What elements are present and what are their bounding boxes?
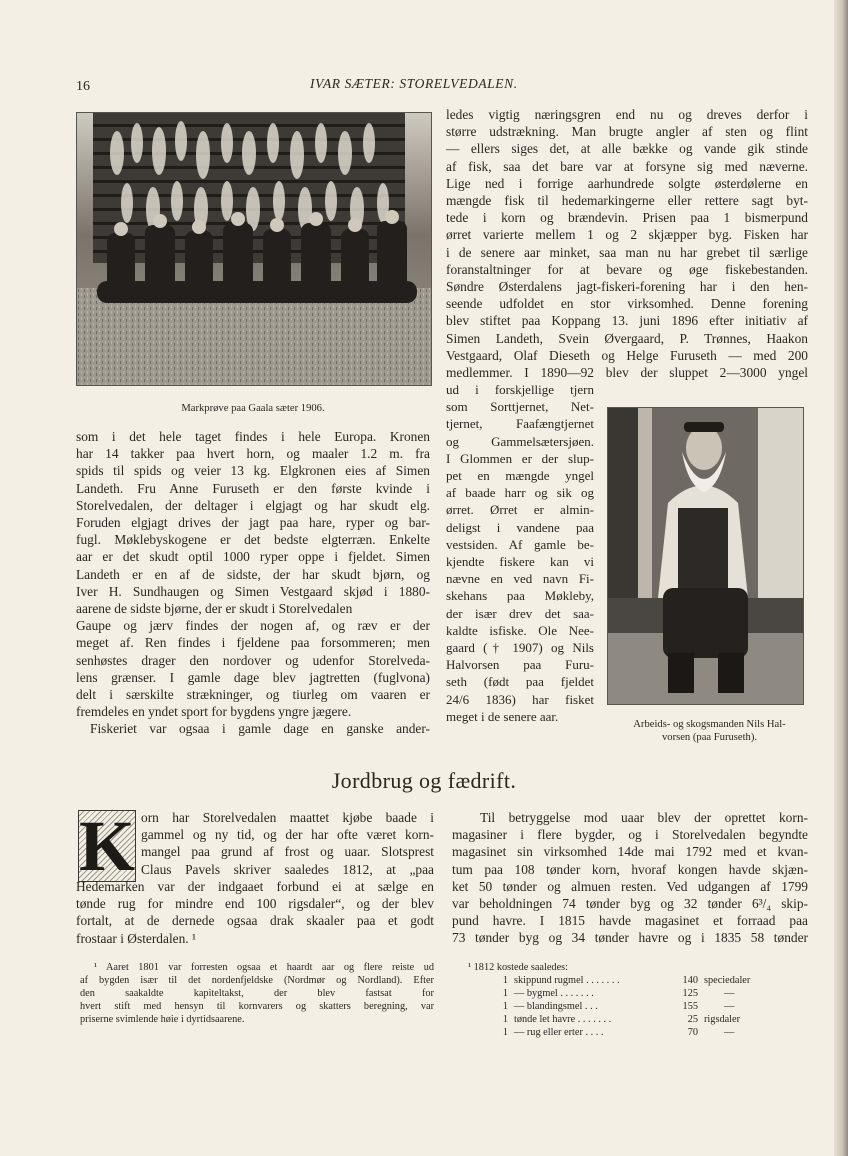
text-line: Landeth er en af de sidste, der har skudt bjørn, og [76,566,430,582]
text-line: i de senere aar minket, saa man nu har grebet til særlige [446,244,808,260]
running-title: IVAR SÆTER: STORELVEDALEN. [310,76,518,91]
section-title: Jordbrug og fædrift. [331,768,517,793]
text-line: var beholdningen 74 tønder byg og 32 tønder 6³/₄ skip- [452,896,808,912]
figure1-caption: Markprøve paa Gaala sæter 1906. [181,403,325,414]
page-edge-shadow [834,0,848,1156]
footnote-line: hvert stift med hensyn til kornvarers og skatters beregning, var [80,1001,434,1012]
price-value: 140 [682,975,698,986]
price-unit: speciedaler [704,975,751,986]
text-line: Lige ned i forrige aarhundrede solgte østerdølerne en [446,175,808,191]
text-line: som i det hele taget findes i hele Europa. Kronen [76,429,430,444]
right-narrow-text [446,381,594,725]
dropcap-ornament [78,806,136,886]
price-item: tønde let havre . . . . . . . [514,1014,612,1025]
portrait-photo [607,407,804,705]
bottom-left-text [76,878,434,947]
text-line: Simen Landeth, Svein Øvergaard, P. Trønnes, Haakon [446,330,808,346]
price-qty: 1 [502,1027,508,1038]
bottom-right-text [452,809,808,947]
text-line: gammel og ny tid, og der har ofte været korn- [141,827,434,843]
text-line: ket 50 tønder og almuen resten. Ved udgangen af 1799 [452,878,808,894]
price-item: — bygmel . . . . . . . [514,988,594,999]
text-line: har 14 takker paa hvert horn, og maaler 1.2 m. fra [76,446,430,462]
price-value: 25 [687,1014,698,1025]
text-line: foranstaltninger for at bevare og øge fiskebestanden. [446,261,808,277]
price-qty: 1 [502,1001,508,1012]
footnote-line: ¹ Aaret 1801 var forresten ogsaa et haardt aar og flere reiste ud [94,962,434,973]
text-line: Halvorsen paa Furu- [446,657,594,673]
text-line: 24/6 1836) har fisket [446,691,594,707]
text-line: magasiner i flere bygder, og i Storelvedalen begyndte [452,827,808,843]
price-value: 125 [682,988,698,999]
hunting-group-illustration [77,113,431,385]
text-line: 73 tønder byg og 34 tønder havre og i 1835 58 tønder [452,930,808,946]
caption-line: vorsen (paa Furuseth). [661,732,758,743]
text-line: magasinet sin virksomhed 14de mai 1792 med et kvan- [452,844,808,860]
text-line: lens grænser. I gamle dage blev jagtretten (fuglvona) [76,669,430,685]
price-value: 70 [687,1027,698,1038]
text-line: fremdeles en yndet sport for bygdens yngre jægere. [76,704,352,720]
text-line: Til betryggelse mod uaar blev der oprettet korn- [480,810,808,825]
price-qty: 1 [502,975,508,986]
price-row [468,1013,768,1026]
footnote-left [80,961,434,1026]
text-line: Storelvedalen, der deltager i elgjagt og har skudt elg. [76,497,430,513]
text-line: større udstrækning. Man brugte angler af sten og flint [446,124,808,140]
text-line: ud i forskjellige tjern [446,382,594,397]
text-line: nævne en ved navn Fi- [446,571,594,587]
text-line: blev stiftet paa Koppang 13. juni 1896 efter initiativ af [446,313,808,329]
text-line: tum paa 108 tønder korn, hvoraf kongen havde skjæn- [452,861,808,877]
text-line: spids til spids og veier 13 kg. Elgkronen eies af Simen [76,463,430,479]
caption-line: Arbeids- og skogsmanden Nils Hal- [633,719,786,730]
text-line: Søndre Østerdalens jagt-fiskeri-forening har i den hen- [446,279,808,295]
text-line: Gaupe og jærv findes der nogen af, og ræv er der [76,618,430,634]
hunting-group-photo [76,112,432,386]
dropcap-letter: K [79,806,136,886]
text-line: — ellers siges det, at alle bække og vande gik stinde [446,141,808,157]
text-line: ørret varierte mellem 1 og 2 skjæpper byg. Fisken har [446,227,808,243]
text-line: Foruden elgjagt drives der jagt paa hare, ryper og bar- [76,515,430,531]
price-qty: 1 [502,988,508,999]
right-column-text [446,106,808,381]
text-line: fugl. Møklebyskogene er det bedste elgterræn. Enkelte [76,532,430,548]
text-line: vestsiden. Af gamle be- [446,536,594,552]
text-line: delt i særskilte strækninger, og tiurleg om vaaren er [76,687,430,703]
text-line: der især drev det saa- [446,605,594,621]
text-line: af fisk, saa det bare var at forsyne sig med næverne. [446,158,808,174]
price-row [468,1000,768,1013]
text-line: som Sorttjernet, Net- [446,399,594,415]
text-line: senhøstes drager den nordover og udenfor Storelveda- [76,652,430,668]
text-line: kjendte fiskere kan vi [446,554,594,570]
figure2-caption [607,718,812,744]
text-line: mængde fisk til hedemarkingerne eller rettere sagt byt- [446,193,808,209]
text-line: gaard († 1907) og Nils [446,640,594,656]
text-line: Claus Pavels skriver saaledes 1812, at „paa [141,861,434,877]
text-line: meget i de senere aar. [446,708,559,724]
price-unit: — [724,1027,735,1038]
page-number: 16 [76,79,90,94]
bottom-left-text-indented [141,809,434,878]
text-line: mangel paa grund af frost og uaar. Slotsprest [141,844,434,860]
text-line: ledes vigtig næringsgren end nu og dreves derfor i [446,107,808,122]
text-line: pet en mængde yngel [446,468,594,484]
price-item: — rug eller erter . . . . [514,1027,604,1038]
price-footnote [468,961,768,1039]
text-line: og Gammelsætersjøen. [446,433,594,449]
text-line: Hedemarken var der indgaaet forbund ei at sælge en [76,879,434,894]
text-line: ørret. Ørret er almin- [446,502,594,518]
price-unit: — [724,988,735,999]
text-line: Fiskeriet var ogsaa i gamle dage en ganske ander- [90,721,430,737]
text-line: medlemmer. I 1890—92 blev der sluppet 2—3000 yngel [446,365,808,381]
text-line: orn har Storelvedalen maattet kjøbe baade i [141,810,434,825]
text-line: skehans paa Møkleby, [446,588,594,604]
price-row [468,974,768,987]
footnote-line: den saakaldte kapiteltakst, der blev fastsat for [80,988,434,999]
text-line: seth (født paa fjeldet [446,674,594,690]
text-line: aar er det skudt optil 1000 ryper oppe i fjeldet. Simen [76,549,430,565]
price-qty: 1 [502,1014,508,1025]
price-unit: — [724,1001,735,1012]
text-line: Iver H. Sundhaugen og Simen Vestgaard skjød i 1880- [76,583,430,599]
text-line: tede i korn og brændevin. Prisen paa 1 bismerpund [446,210,808,226]
text-line: kaldte isfiske. Ole Nee- [446,622,594,638]
text-line: deligst i vandene paa [446,519,594,535]
text-line: pund havre. I 1815 havde magasinet et forraad paa [452,913,808,929]
price-row [468,987,768,1000]
text-line: I Glommen er der slup- [446,450,594,466]
text-line: tjernet, Faafængtjernet [446,416,594,432]
price-item: skippund rugmel . . . . . . . [514,975,620,986]
text-line: Landeth. Fru Anne Furuseth er den første kvinde i [76,480,430,496]
price-item: — blandingsmel . . . [514,1001,598,1012]
text-line: af baade harr og sik og [446,485,594,501]
price-unit: rigsdaler [704,1014,741,1025]
portrait-illustration [608,408,803,704]
text-line: meget af. Ren findes i fjeldene paa forsommeren; men [76,635,430,651]
footnote-line: af bygden især til det nordenfjeldske (Nordmør og Nordland). Efter [80,975,434,986]
price-footnote-heading: ¹ 1812 kostede saaledes: [468,962,569,973]
price-value: 155 [682,1001,698,1012]
price-row [468,1026,768,1039]
text-line: fortalt, at de dernede ogsaa drak skaaler paa et godt [76,913,434,929]
text-line: aarene de sidste bjørne, der er skudt i Storelvedalen [76,601,353,617]
text-line: tønde rug for mindre end 100 rigsdaler“, og der blev [76,896,434,912]
text-line: frostaar i Østerdalen. ¹ [76,930,197,946]
left-column-text [76,428,430,738]
text-line: Vestgaard, Olaf Dieseth og Helge Furuseth — med 200 [446,347,808,363]
footnote-line: priserne svimlende høie i dyrtidsaarene. [80,1014,245,1025]
text-line: seende udfoldet en stor virksomhed. Denne forening [446,296,808,312]
